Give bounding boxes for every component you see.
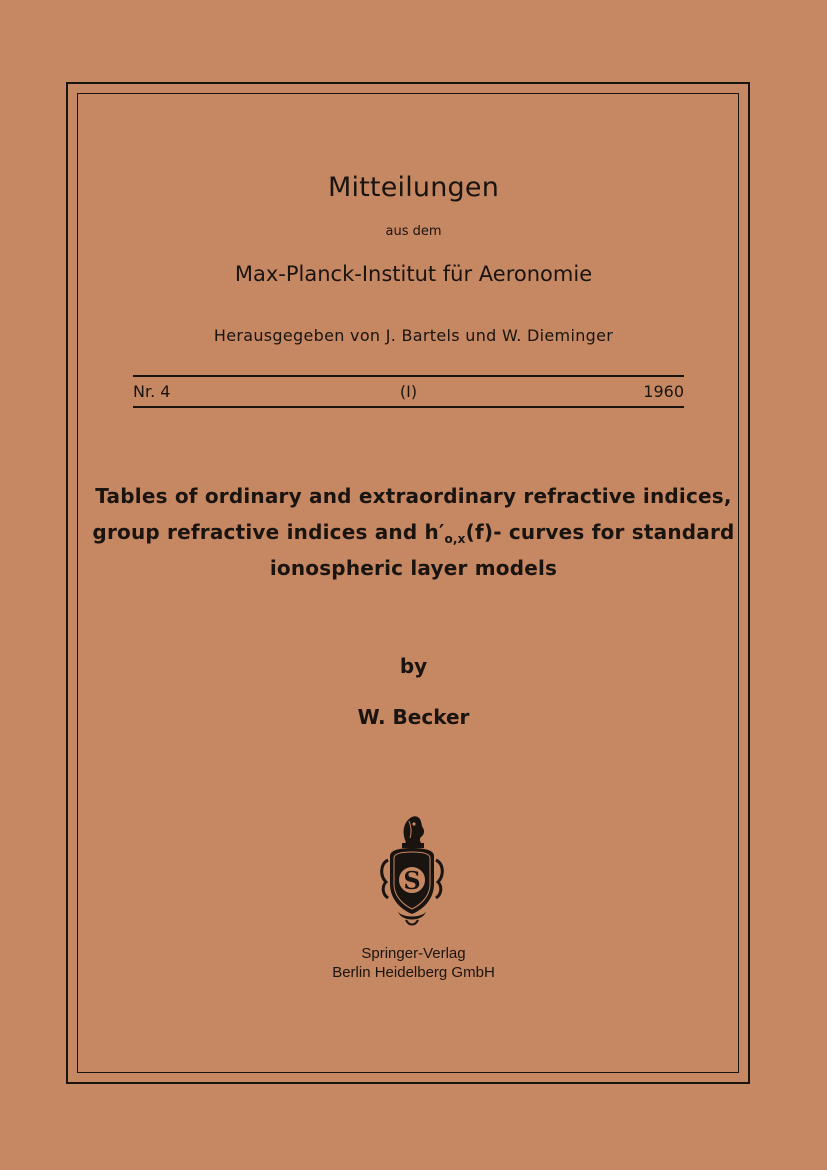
work-title-line-1: Tables of ordinary and extraordinary refractive indices, [95,484,732,508]
series-connector: aus dem [385,224,442,239]
work-title-line-2-end: (f)- curves for standard [465,520,735,544]
publisher-name: Springer-Verlag [361,945,466,962]
editors-line: Herausgegeben von J. Bartels und W. Dieminger [213,326,614,345]
svg-text:S: S [403,866,421,895]
publisher-location: Berlin Heidelberg GmbH [332,964,495,981]
work-title-line-2-start: group refractive indices and h′ [92,520,445,544]
series-title: Mitteilungen [327,172,500,203]
rule-bottom [133,406,684,408]
work-title-line-2 [0,514,827,550]
issue-number: Nr. 4 [133,382,171,401]
work-title-subscript: o,x [444,532,466,546]
institute-name: Max-Planck-Institut für Aeronomie [234,262,593,286]
issue-part: (I) [399,382,418,401]
issue-year: 1960 [643,382,684,401]
author-name: W. Becker [357,705,470,729]
by-line: by [399,654,428,678]
issue-row [133,382,684,404]
work-title [0,478,827,586]
rule-top [133,375,684,377]
springer-knight-icon [376,812,448,932]
work-title-line-3: ionospheric layer models [269,556,558,580]
publisher [0,944,827,982]
